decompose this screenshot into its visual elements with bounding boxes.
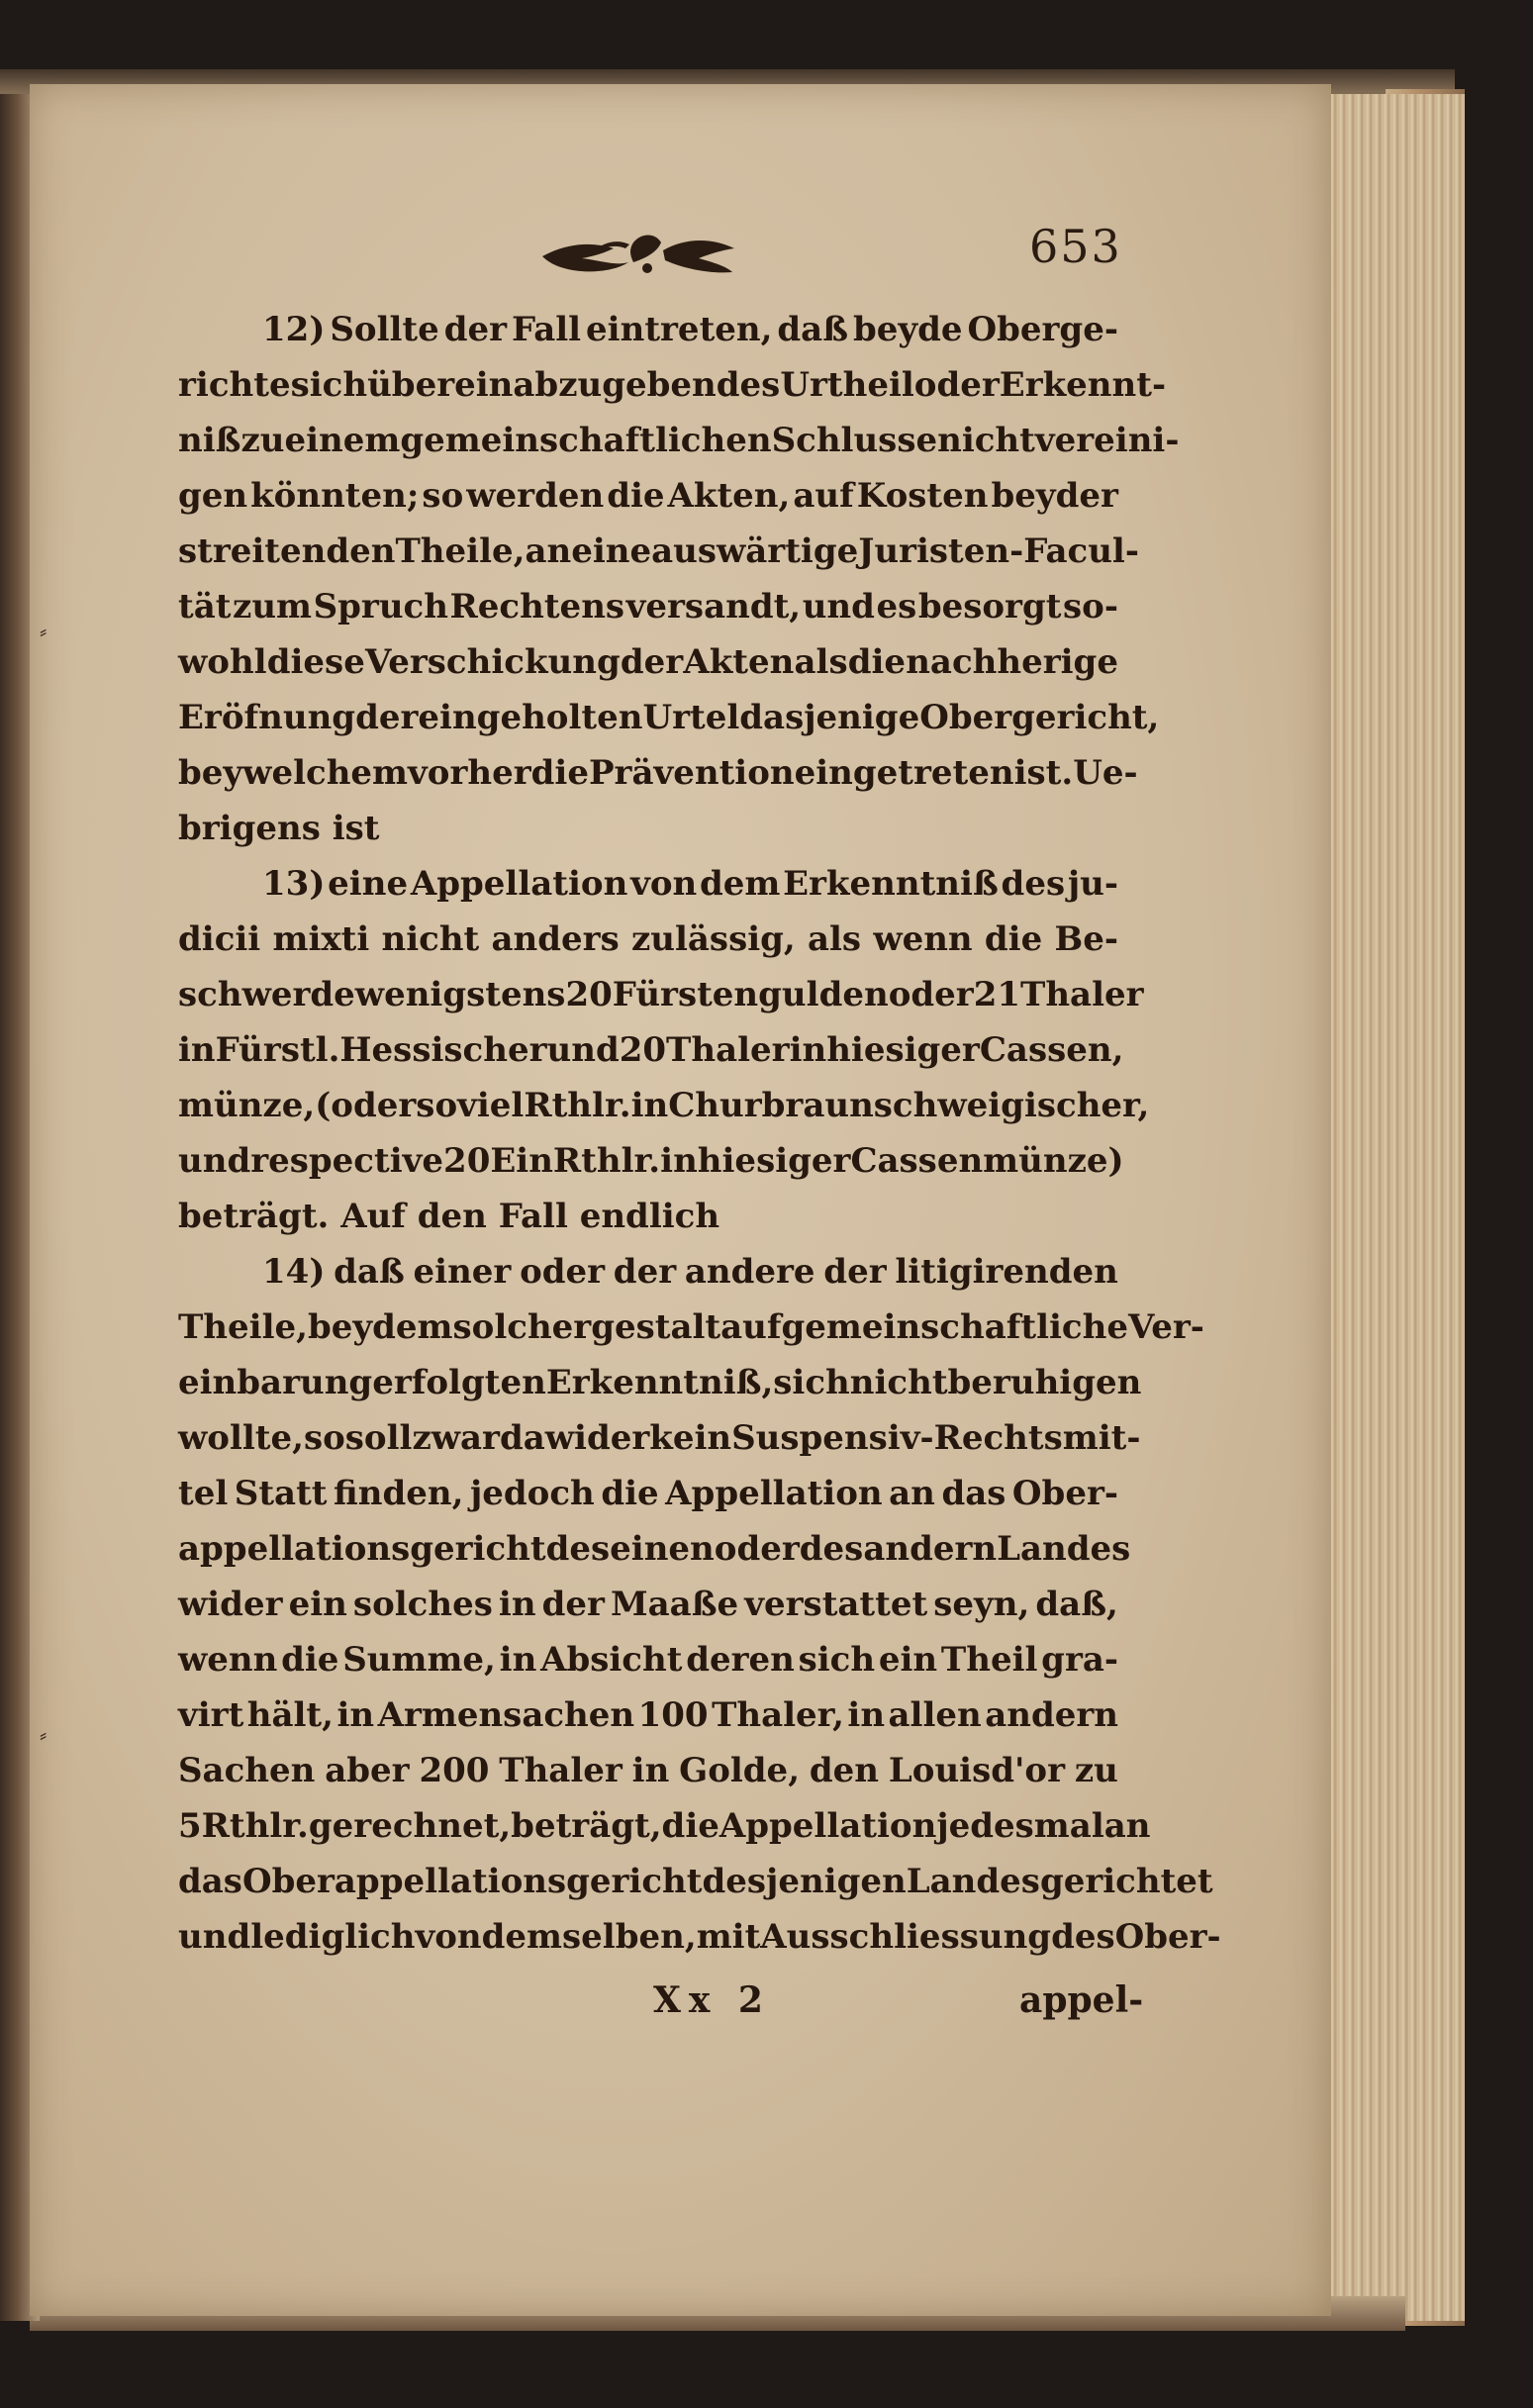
text-line-content: 14) daß einer oder der andere der litigirenden [262, 1252, 1118, 1292]
text-line [178, 1909, 1221, 1965]
signature-mark: Xx 2 [653, 1979, 771, 2021]
text-line-content: richte sich über ein abzugebendes Urtheil oder Erkennt- [178, 365, 1167, 405]
text-line [178, 801, 1118, 856]
text-line-content: Eröfnung der eingeholten Urtel dasjenige Obergericht, [178, 698, 1160, 737]
text-line [178, 524, 1139, 579]
text-line [178, 1854, 1213, 1909]
text-line [178, 690, 1160, 745]
text-line [178, 357, 1167, 413]
text-line [178, 1466, 1118, 1521]
text-line-content: wenn die Summe, in Absicht deren sich ein Theil gra- [178, 1640, 1118, 1680]
text-line [178, 1521, 1131, 1577]
text-line [178, 1189, 1118, 1244]
text-line-content: einbarung erfolgten Erkenntniß, sich nicht beruhigen [178, 1363, 1142, 1402]
margin-mark: ⸗ [40, 620, 48, 644]
text-line-content: Sachen aber 200 Thaler in Golde, den Louisd'or zu [178, 1751, 1118, 1790]
text-line [178, 302, 1118, 357]
text-line-content: dicii mixti nicht anders zulässig, als wenn die Be- [178, 919, 1118, 959]
text-line [178, 1743, 1118, 1798]
text-line [178, 1798, 1151, 1854]
text-line-content: wollte, so soll zwar dawider kein Suspensiv-Rechtsmit- [178, 1418, 1141, 1458]
fleuron-ornament-icon [534, 223, 742, 282]
text-line-content: und lediglich von demselben, mit Ausschliessung des Ober- [178, 1917, 1221, 1957]
text-line-content: niß zu einem gemeinschaftlichen Schlusse nicht vereini- [178, 421, 1180, 460]
text-line-content: gen könnten; so werden die Akten, auf Kosten beyder [178, 476, 1118, 516]
text-line-content: wider ein solches in der Maaße verstattet seyn, daß, [178, 1585, 1118, 1624]
page-fore-edge [1311, 94, 1465, 2321]
page-number: 653 [1029, 220, 1122, 273]
text-line [178, 745, 1138, 801]
text-line-content: tel Statt finden, jedoch die Appellation an das Ober- [178, 1474, 1118, 1513]
text-line-content: beträgt. Auf den Fall endlich [178, 1197, 720, 1236]
text-line-content: brigens ist [178, 809, 380, 848]
text-line [178, 1244, 1118, 1300]
text-line [178, 1632, 1118, 1687]
text-line [178, 912, 1118, 967]
text-line [178, 1300, 1204, 1355]
text-line-content: 13) eine Appellation von dem Erkenntniß des ju- [262, 864, 1118, 904]
text-line-content: bey welchem vorher die Prävention eingetreten ist. Ue- [178, 753, 1138, 793]
text-line-content: das Oberappellationsgericht desjenigen Landes gerichtet [178, 1862, 1213, 1901]
text-line [178, 1355, 1142, 1410]
text-line [178, 634, 1118, 690]
text-line-content: 12) Sollte der Fall eintreten, daß beyde Oberge- [262, 310, 1118, 349]
text-line [178, 967, 1144, 1022]
text-line [178, 1577, 1118, 1632]
text-line [178, 1410, 1141, 1466]
text-line [178, 1133, 1124, 1189]
text-line [178, 1022, 1124, 1078]
text-line-content: streitenden Theile, an eine auswärtige Juristen-Facul- [178, 531, 1139, 571]
margin-mark: ⸗ [40, 1723, 48, 1748]
text-line [178, 1687, 1118, 1743]
text-line-content: appellationsgericht des einen oder des andern Landes [178, 1529, 1131, 1569]
text-line-content: münze, (oder soviel Rthlr. in Churbraunschweigischer, [178, 1086, 1150, 1125]
text-line [178, 468, 1118, 524]
text-line-content: schwerde wenigstens 20 Fürstengulden oder 21 Thaler [178, 975, 1144, 1014]
text-line [178, 1078, 1150, 1133]
text-line-content: Theile, bey dem solchergestalt auf gemeinschaftliche Ver- [178, 1307, 1204, 1347]
text-line-content: tät zum Spruch Rechtens versandt, und es besorgt so- [178, 587, 1118, 626]
text-line [178, 856, 1118, 912]
catchword: appel- [1019, 1979, 1144, 2021]
text-line-content: 5 Rthlr. gerechnet, beträgt, die Appellation jedesmal an [178, 1806, 1151, 1846]
text-line-content: wohl diese Verschickung der Akten als die nachherige [178, 642, 1118, 682]
text-line [178, 413, 1180, 468]
text-line-content: in Fürstl. Hessischer und 20 Thaler in hiesiger Cassen, [178, 1030, 1124, 1070]
body-text [178, 302, 1221, 1965]
text-line-content: und respective 20 Ein Rthlr. in hiesiger Cassenmünze) [178, 1141, 1124, 1181]
text-line-content: virt hält, in Armensachen 100 Thaler, in allen andern [178, 1695, 1118, 1735]
text-line [178, 579, 1118, 634]
